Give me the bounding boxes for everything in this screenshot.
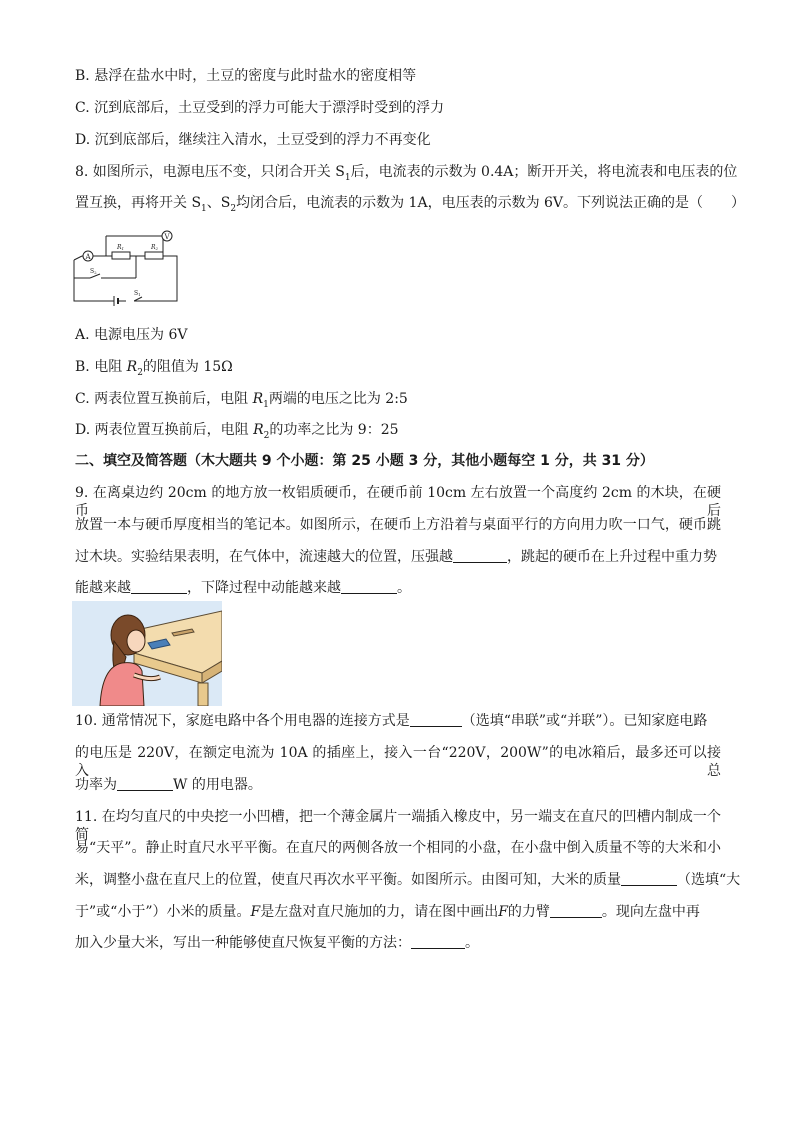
q11-line5: 加入少量大米，写出一种能够使直尺恢复平衡的方法： 。: [75, 935, 479, 951]
q8-stem-line2: 置互换，再将开关 $S_1$、$S_2$均闭合后，电流表的示数为 1A，电压表的示数为 6V。下列说法正确的是（ ）: [75, 195, 746, 214]
coin-experiment-illustration: [72, 601, 222, 706]
q9-line4: 能越来越 ，下降过程中动能越来越 。: [75, 580, 411, 596]
s1-label: S1: [134, 290, 141, 297]
section-heading: 二、填空及简答题（木大题共 9 个小题：第 25 小题 3 分，其他小题每空 1 分，共 31 分）: [75, 453, 654, 469]
r1-label: R1: [117, 244, 125, 251]
q8-option-c: C. 两表位置互换前后，电阻 $R_1$两端的电压之比为 2:5: [75, 391, 408, 410]
q11-line2: 易“天平”。静止时直尺水平平衡。在直尺的两侧各放一个相同的小盘，在小盘中倒入质量不等的大米和小: [75, 840, 721, 856]
voltmeter-label: V: [164, 233, 170, 241]
q11-line4: 于”或“小于”）小米的质量。F是左盘对直尺施加的力，请在图中画出F的力臂 。现向左盘中再: [75, 904, 700, 920]
answer-blank[interactable]: [411, 934, 465, 949]
q7-option-b: B. 悬浮在盐水中时，土豆的密度与此时盐水的密度相等: [75, 68, 417, 84]
answer-blank[interactable]: [621, 871, 677, 886]
q9-line2: 放置一本与硬币厚度相当的笔记本。如图所示，在硬币上方沿着与桌面平行的方向用力吹一口气，硬币跳: [75, 517, 721, 533]
answer-blank[interactable]: [410, 712, 462, 727]
s2-label: S2: [90, 268, 97, 275]
q9-line1: 9. 在离桌边约 20cm 的地方放一枚铝质硬币，在硬币前 10cm 左右放置一个高度约 2cm 的木块，在硬币后: [75, 485, 721, 519]
q7-option-d: D. 沉到底部后，继续注入清水，土豆受到的浮力不再变化: [75, 132, 431, 148]
q10-line1: 10. 通常情况下，家庭电路中各个用电器的连接方式是 （选填“串联”或“并联”）。已知家庭电路: [75, 713, 708, 729]
q9-line3: 过木块。实验结果表明，在气体中，流速越大的位置，压强越 ，跳起的硬币在上升过程中重力势: [75, 549, 717, 565]
ammeter-label: A: [85, 253, 91, 261]
q7-option-c: C. 沉到底部后，土豆受到的浮力可能大于漂浮时受到的浮力: [75, 100, 445, 116]
q11-line3: 米，调整小盘在直尺上的位置，使直尺再次水平平衡。如图所示。由图可知，大米的质量 （选填“大: [75, 872, 741, 888]
q10-line3: 功率为 W 的用电器。: [75, 777, 262, 793]
q11-line1: 11. 在均匀直尺的中央挖一小凹槽，把一个薄金属片一端插入橡皮中，另一端支在直尺的凹槽内制成一个简: [75, 809, 721, 843]
r2-label: R2: [151, 244, 159, 251]
q8-option-b: B. 电阻 $R_2$的阻值为 15Ω: [75, 359, 233, 378]
answer-blank[interactable]: [453, 548, 507, 563]
q8-option-d: D. 两表位置互换前后，电阻 $R_2$的功率之比为 9：25: [75, 422, 399, 441]
q8-stem-line1: 8. 如图所示，电源电压不变，只闭合开关 $S_1$后，电流表的示数为 0.4A；断开开关，将电流表和电压表的位: [75, 164, 738, 183]
q8-option-a: A. 电源电压为 6V: [75, 327, 188, 343]
q10-line2: 的电压是 220V，在额定电流为 10A 的插座上，接入一台“220V，200W”的电冰箱后，最多还可以接入总: [75, 745, 721, 779]
answer-blank[interactable]: [117, 776, 173, 791]
answer-blank[interactable]: [131, 579, 187, 594]
answer-blank[interactable]: [341, 579, 397, 594]
circuit-diagram: [70, 226, 182, 306]
answer-blank[interactable]: [550, 903, 602, 918]
